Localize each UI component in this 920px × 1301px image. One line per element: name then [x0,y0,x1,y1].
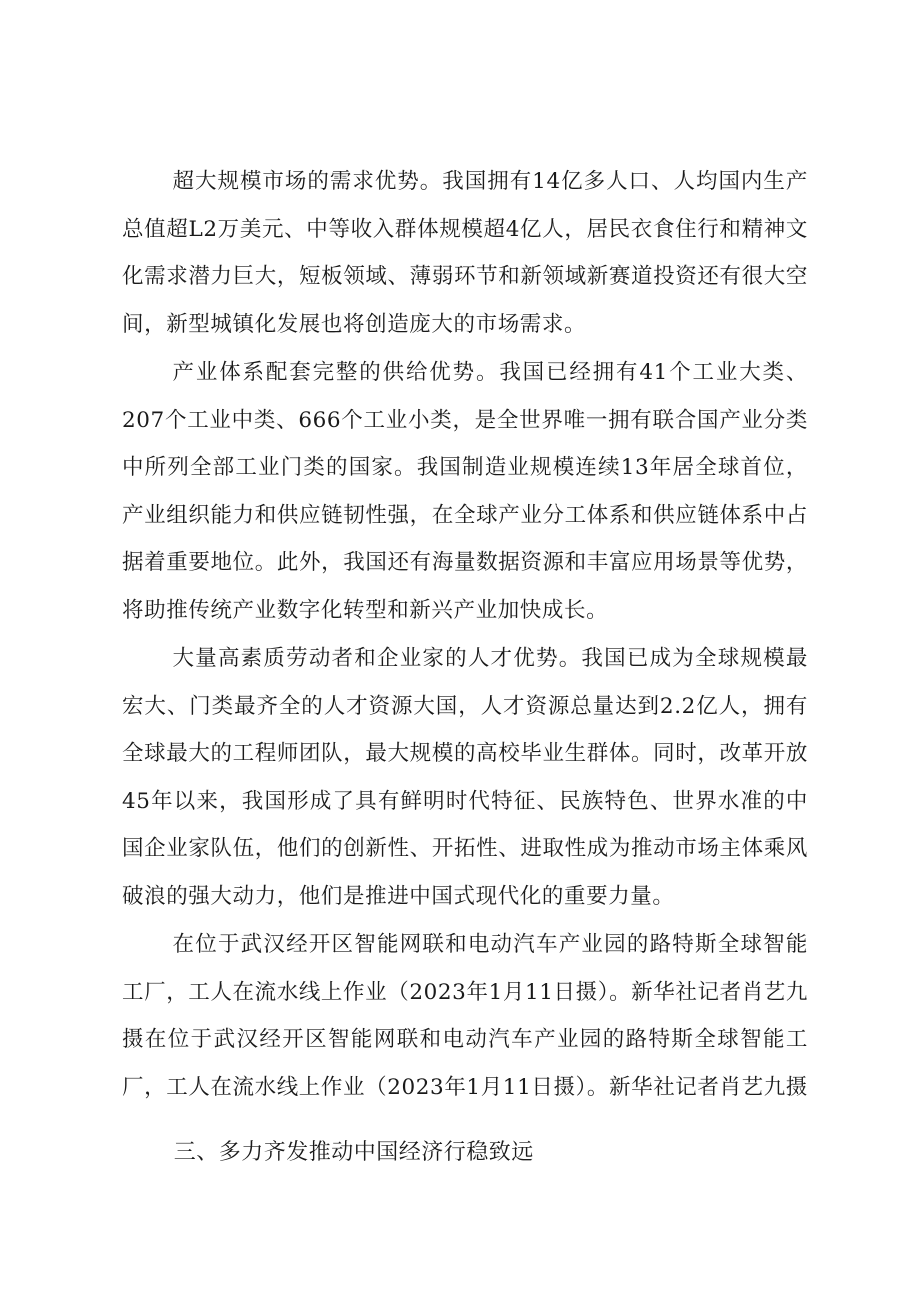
document-body [122,158,808,1177]
paragraph-talent-advantage: 大量高素质劳动者和企业家的人才优势。我国已成为全球规模最宏大、门类最齐全的人才资源大国，人才资源总量达到2.2亿人，拥有全球最大的工程师团队，最大规模的高校毕业生群体。同时，改革开放45年以来，我国形成了具有鲜明时代特征、民族特色、世界水准的中国企业家队伍，他们的创新性、开拓性、进取性成为推动市场主体乘风破浪的强大动力，他们是推进中国式现代化的重要力量。 [122,646,808,909]
paragraph-market-demand: 超大规模市场的需求优势。我国拥有14亿多人口、人均国内生产总值超L2万美元、中等收入群体规模超4亿人，居民衣食住行和精神文化需求潜力巨大，短板领域、薄弱环节和新领域新赛道投资还有很大空间，新型城镇化发展也将创造庞大的市场需求。 [122,169,808,337]
paragraph-photo-caption: 在位于武汉经开区智能网联和电动汽车产业园的路特斯全球智能工厂，工人在流水线上作业（2023年1月11日摄）。新华社记者肖艺九摄在位于武汉经开区智能网联和电动汽车产业园的路特斯全球智能工厂，工人在流水线上作业（2023年1月11日摄）。新华社记者肖艺九摄 [122,932,808,1100]
paragraph-industrial-supply: 产业体系配套完整的供给优势。我国已经拥有41个工业大类、207个工业中类、666个工业小类，是全世界唯一拥有联合国产业分类中所列全部工业门类的国家。我国制造业规模连续13年居全球首位，产业组织能力和供应链韧性强，在全球产业分工体系和供应链体系中占据着重要地位。此外，我国还有海量数据资源和丰富应用场景等优势，将助推传统产业数字化转型和新兴产业加快成长。 [122,360,808,623]
section-heading: 三、多力齐发推动中国经济行稳致远 [173,1140,534,1165]
